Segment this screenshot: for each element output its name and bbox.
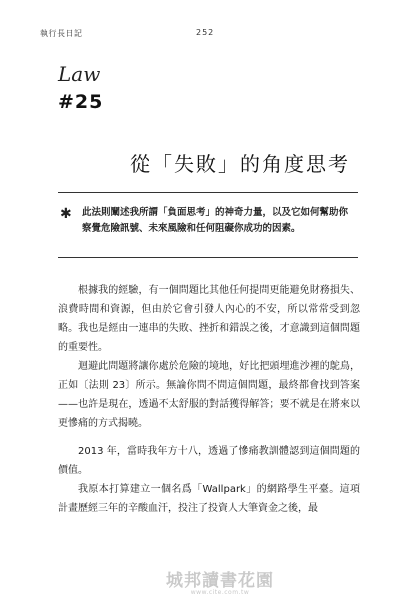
- paragraph: 迴避此問題將讓你處於危險的境地，好比把頭埋進沙裡的鴕鳥，正如〔法則 23〕所示。無論你問不問這個問題，最終都會找到答案——也許是現在，透過不太舒服的對話獲得解答；要不就是在將來以更慘痛的方式揭曉。: [58, 361, 360, 429]
- body-text: [58, 281, 360, 518]
- watermark-url: www.cite.com.tw: [190, 589, 250, 596]
- summary-line: 此法則闡述我所謂「負面思考」的神奇力量，以及它如何幫助你: [82, 207, 349, 218]
- summary-line: 察覺危險訊號、未來風險和任何阻礙你成功的因素。: [82, 223, 301, 234]
- book-title: 執行長日記: [40, 29, 83, 38]
- paragraph: 根據我的經驗，有一個問題比其他任何提問更能避免財務損失、浪費時間和資源，但由於它會引發人內心的不安，所以常常受到忽略。我也是經由一連串的失敗、挫折和錯誤之後，才意識到這個問題的重要性。: [58, 285, 360, 353]
- asterisk-icon: ✱: [60, 206, 72, 222]
- paragraph: 2013 年，當時我年方十八，透過了慘痛教訓體認到這個問題的價值。: [58, 446, 360, 476]
- page-number: 252: [196, 28, 215, 37]
- law-number: #25: [58, 91, 104, 113]
- chapter-summary: [82, 205, 354, 237]
- law-label: Law: [58, 62, 101, 86]
- summary-top-rule: [58, 192, 358, 193]
- page-header: [0, 28, 416, 42]
- paragraph: 我原本打算建立一個名爲「Wallpark」的網路學生平臺。這項計畫歷經三年的辛酸血汗，投注了投資人大筆資金之後，最: [58, 484, 360, 514]
- watermark-text: 城邦讀書花園: [166, 571, 274, 591]
- chapter-title: 從「失敗」的角度思考: [130, 152, 350, 176]
- watermark: [150, 566, 290, 596]
- summary-bottom-rule: [58, 257, 358, 258]
